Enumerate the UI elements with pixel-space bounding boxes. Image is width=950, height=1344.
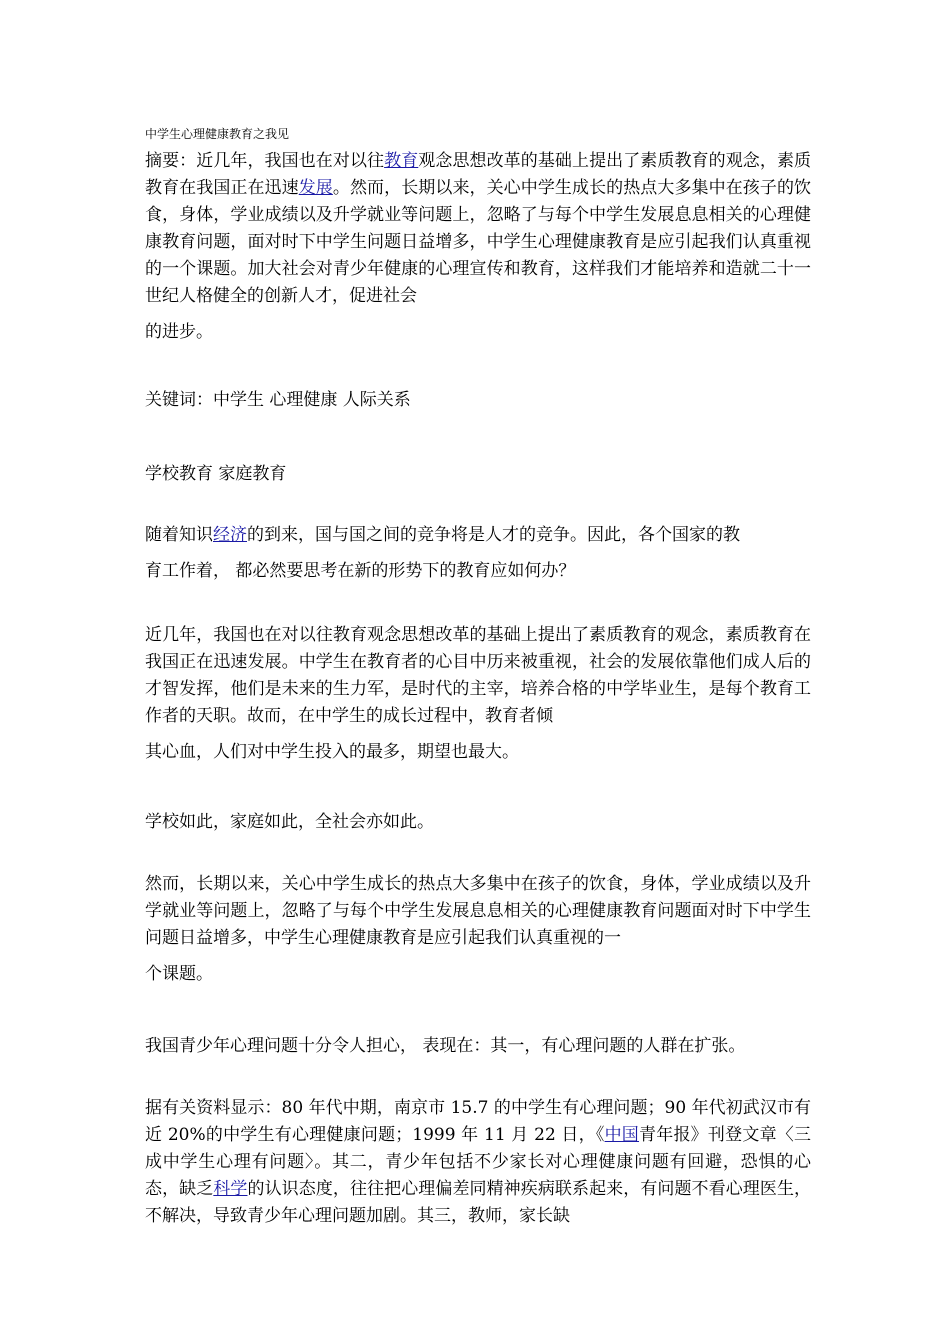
link-economy[interactable]: 经济 — [213, 525, 247, 545]
link-science[interactable]: 科学 — [213, 1179, 248, 1199]
link-education[interactable]: 教育 — [384, 151, 419, 171]
abstract-paragraph — [145, 148, 811, 346]
link-china[interactable]: 中国 — [604, 1125, 640, 1145]
paragraph-3: 学校如此，家庭如此，全社会亦如此。 — [145, 812, 434, 832]
keywords-line: 关键词：中学生 心理健康 人际关系 — [145, 390, 411, 410]
paragraph-6 — [145, 1095, 811, 1230]
keywords-line-2: 学校教育 家庭教育 — [145, 464, 287, 484]
p6-text-c: 的认识态度，往往把心理偏差同精神疾病联系起来，有问题不看心理医生，不解决，导致青少年心理问题加剧。其三，教师，家长缺 — [145, 1179, 812, 1226]
abstract-tail: 的进步。 — [145, 322, 213, 342]
p4-tail: 个课题。 — [145, 964, 213, 984]
abstract-text-a: 摘要：近几年，我国也在对以往 — [145, 151, 385, 171]
paragraph-5: 我国青少年心理问题十分令人担心， 表现在：其一，有心理问题的人群在扩张。 — [145, 1036, 746, 1056]
p1-text-a: 随着知识 — [145, 525, 213, 545]
paragraph-4 — [145, 871, 811, 988]
link-development[interactable]: 发展 — [298, 178, 333, 198]
p1-text-b: 的到来，国与国之间的竞争将是人才的竞争。因此，各个国家的教 — [247, 525, 740, 545]
abstract-text-c: 。然而，长期以来，关心中学生成长的热点大多集中在孩子的饮食，身体，学业成绩以及升学就业等问题上，忽略了与每个中学生发展息息相关的心理健康教育问题，面对时下中学生问题日益增多，中学生心理健康教育是应引起我们认真重视的一个课题。加大社会对青少年健康的心理宣传和教育，这样我们才能培养和造就二十一世纪人格健全的创新人才，促进社会 — [145, 178, 812, 306]
paragraph-2 — [145, 622, 811, 766]
abstract-text-b: 观念思想改革的基础上提出了素质教育的观念，素质教育在我国正在迅速 — [145, 151, 812, 198]
paragraph-1 — [145, 522, 811, 585]
document-title: 中学生心理健康教育之我见 — [145, 127, 290, 141]
p6-text-a: 据有关资料显示：80 年代中期，南京市 15.7 的中学生有心理问题；90 年代初武汉市有近 20%的中学生有心理健康问题；1999 年 11 月 22 日，《 — [145, 1098, 811, 1145]
p2-text-a: 近几年，我国也在对以往教育观念思想改革的基础上提出了素质教育的观念，素质教育在我国正在迅速发展。中学生在教育者的心目中历来被重视，社会的发展依靠他们成人后的才智发挥，他们是未来的生力军，是时代的主宰，培养合格的中学毕业生，是每个教育工作者的天职。故而，在中学生的成长过程中，教育者倾 — [145, 625, 811, 726]
p1-tail: 育工作着， 都必然要思考在新的形势下的教育应如何办？ — [145, 561, 576, 581]
p2-tail: 其心血，人们对中学生投入的最多，期望也最大。 — [145, 742, 519, 762]
p6-text-b: 青年报》刊登文章〈三成中学生心理有问题〉。其二，青少年包括不少家长对心理健康问题有回避，恐惧的心态，缺乏 — [145, 1125, 812, 1199]
p4-text-a: 然而，长期以来，关心中学生成长的热点大多集中在孩子的饮食，身体，学业成绩以及升学就业等问题上，忽略了与每个中学生发展息息相关的心理健康教育问题面对时下中学生问题日益增多，中学生心理健康教育是应引起我们认真重视的一 — [145, 874, 811, 948]
